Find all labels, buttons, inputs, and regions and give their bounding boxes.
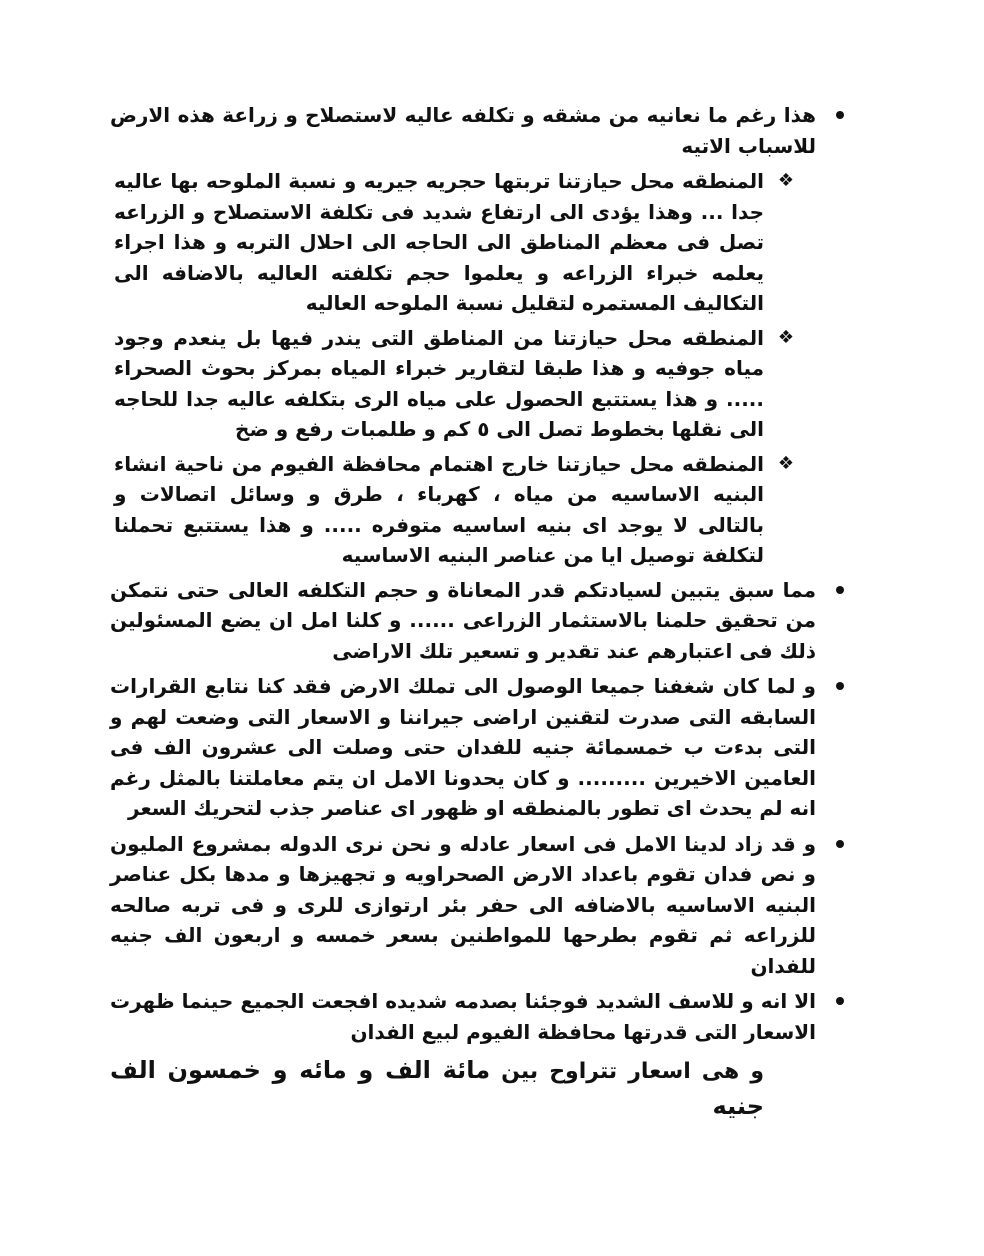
- document-body: [110, 100, 850, 1125]
- reason-item-2: [110, 323, 850, 445]
- bullet-dot-icon: [836, 840, 844, 848]
- price-range-emphasis: مائة الف و مائه و خمسون الف جنيه: [110, 1056, 764, 1120]
- bullet-text: و لما كان شغفنا جميعا الوصول الى تملك الارض فقد كنا نتابع القرارات السابقه التى صدرت لتقنين اراضى جيراننا و الاسعار التى وضعت لهم و التى بدءت ب خمسمائة جنيه للفدان حتى وصلت الى عشرون الف فى العامين الاخيرين ......... و كان يحدونا الامل ان يتم معاملتنا بالمثل رغم انه لم يحدث اى تطور بالمنطقه او ظهور اى عناصر جذب لتحريك السعر: [110, 674, 816, 820]
- reasons-list: [110, 166, 850, 571]
- bullet-item-1: [110, 100, 850, 161]
- bullet-text: الا انه و للاسف الشديد فوجئنا بصدمه شديده افجعت الجميع حينما ظهرت الاسعار التى قدرتها محافظة الفيوم لبيع الفدان: [110, 989, 816, 1044]
- diamond-bullet-icon: ❖: [777, 170, 794, 191]
- bullet-item-4: [110, 829, 850, 982]
- bullet-dot-icon: [836, 997, 844, 1005]
- bullet-dot-icon: [836, 682, 844, 690]
- bullet-item-3: [110, 671, 850, 824]
- bullet-dot-icon: [836, 111, 844, 119]
- reason-text: المنطقه محل حيازتنا من المناطق التى يندر فيها بل ينعدم وجود مياه جوفيه و هذا طبقا لتقارير خبراء المياه بمركز بحوث الصحراء ..... و هذا يستتبع الحصول على مياه الرى بتكلفه عاليه جدا للحاجه الى نقلها بخطوط تصل الى ٥ كم و طلمبات رفع و ضخ: [114, 325, 764, 441]
- price-range-prefix: و هى اسعار تتراوح بين: [501, 1059, 764, 1084]
- bullet-item-2: [110, 575, 850, 667]
- price-range-line: [110, 1053, 850, 1125]
- reason-item-1: [110, 166, 850, 319]
- bullet-dot-icon: [836, 586, 844, 594]
- bullet-text: و قد زاد لدينا الامل فى اسعار عادله و نحن نرى الدوله بمشروع المليون و نص فدان تقوم باعداد الارض الصحراويه و تجهيزها و مدها بكل عناصر البنيه الاساسيه بالاضافه الى حفر بئر ارتوازى للرى و فى تربه صالحه للزراعه ثم تقوم بطرحها للمواطنين بسعر خمسه و اربعون الف جنيه للفدان: [110, 831, 816, 978]
- bullet-text: هذا رغم ما نعانيه من مشقه و تكلفه عاليه لاستصلاح و زراعة هذه الارض للاسباب الاتيه: [110, 103, 816, 158]
- diamond-bullet-icon: ❖: [777, 452, 794, 474]
- reason-text: المنطقه محل حيازتنا تربتها حجريه جيريه و نسبة الملوحه بها عاليه جدا ... وهذا يؤدى الى ارتفاع شديد فى تكلفة الاستصلاح و الزراعه تصل فى معظم المناطق الى الحاجه الى احلال التربه و هذا اجراء يعلمه خبراء الزراعه و يعلموا حجم تكلفته العاليه بالاضافه الى التكاليف المستمره لتقليل نسبة الملوحه العاليه: [114, 169, 764, 315]
- reason-text: المنطقه محل حيازتنا خارج اهتمام محافظة الفيوم من ناحية انشاء البنيه الاساسيه من مياه ، كهرباء ، طرق و وسائل اتصالات و بالتالى لا يوجد اى بنيه اساسيه متوفره ..... و هذا يستتبع تحملنا لتكلفة توصيل ايا من عناصر البنيه الاساسيه: [114, 451, 764, 567]
- bullet-item-5: [110, 986, 850, 1047]
- reason-item-3: [110, 449, 850, 571]
- bullet-text: مما سبق يتبين لسيادتكم قدر المعاناة و حجم التكلفه العالى حتى نتمكن من تحقيق حلمنا بالاستثمار الزراعى ...... و كلنا امل ان يضع المسئولين ذلك فى اعتبارهم عند تقدير و تسعير تلك الاراضى: [110, 577, 816, 663]
- diamond-bullet-icon: ❖: [777, 326, 794, 348]
